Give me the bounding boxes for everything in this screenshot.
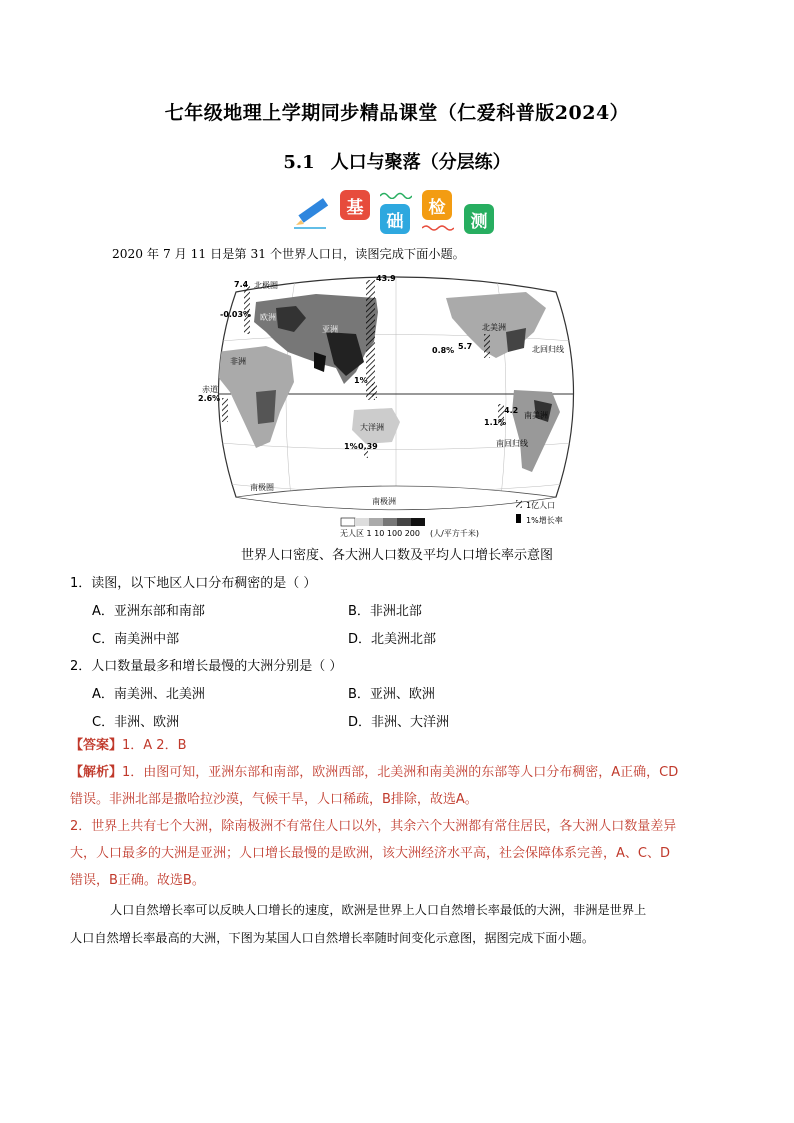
value-africa-growth: 2.6% <box>198 394 221 403</box>
value-europe-growth: -0.03% <box>220 310 252 319</box>
analysis-block <box>70 759 730 894</box>
wave-decoration-icon-2 <box>422 224 454 232</box>
legend-pop: 1亿人口 <box>526 501 556 510</box>
badge-ji: 基 <box>340 190 370 220</box>
badge-ce: 测 <box>464 204 494 234</box>
question-1-stem: 1．读图，以下地区人口分布稠密的是（ ） <box>70 576 317 591</box>
label-antarctica: 南极洲 <box>372 497 396 506</box>
question-2-stem: 2．人口数量最多和增长最慢的大洲分别是（ ） <box>70 659 343 674</box>
next-intro-line1: 人口自然增长率可以反映人口增长的速度，欧洲是世界上人口自然增长率最低的大洲，非洲是世界上 <box>110 903 647 917</box>
europe-pop-bar <box>244 284 250 334</box>
analysis-p1-line2: 错误。非洲北部是撒哈拉沙漠，气候干旱，人口稀疏，B排除，故选A。 <box>70 792 478 807</box>
answer-text: 1．A 2．B <box>122 738 187 753</box>
section-number: 5.1 <box>283 152 315 173</box>
question-1-option-d: D．北美洲北部 <box>348 632 437 647</box>
page-title: 七年级地理上学期同步精品课堂（仁爱科普版2024） <box>164 102 630 124</box>
value-sa-growth: 1.1% <box>484 418 507 427</box>
wave-decoration-icon <box>380 191 412 199</box>
legend-density-unit: (人/平方千米) <box>430 529 479 538</box>
value-europe-pop: 7.4 <box>234 280 249 289</box>
value-asia-pop: 43.9 <box>376 274 396 283</box>
label-europe: 欧洲 <box>260 313 276 322</box>
pencil-icon <box>292 194 334 230</box>
analysis-p1-line1: 1．由图可知，亚洲东部和南部，欧洲西部，北美洲和南美洲的东部等人口分布稠密，A正确，CD <box>122 765 679 780</box>
label-north-america: 北美洲 <box>482 323 506 332</box>
label-asia: 亚洲 <box>322 325 338 334</box>
badge-chu: 础 <box>380 204 410 234</box>
legend-growth: 1%增长率 <box>526 516 563 525</box>
question-2-option-d: D．非洲、大洋洲 <box>348 715 450 730</box>
value-na-pop: 5.7 <box>458 342 473 351</box>
answer-line <box>70 732 187 759</box>
label-antarctic-circle: 南极圈 <box>250 483 274 492</box>
analysis-p2-line2: 大，人口最多的大洲是亚洲；人口增长最慢的是欧洲，该大洲经济水平高，社会保障体系完善，A、C、D <box>70 846 670 861</box>
badge-jian: 检 <box>422 190 452 220</box>
map-caption: 世界人口密度、各大洲人口数及平均人口增长率示意图 <box>240 548 553 563</box>
value-oceania-growth: 1% <box>344 442 358 451</box>
label-oceania: 大洋洲 <box>360 423 384 432</box>
question-2-option-b: B．亚洲、欧洲 <box>348 687 435 702</box>
answer-tag: 【答案】 <box>70 738 123 753</box>
africa-pop-bar <box>222 398 228 422</box>
question-2-option-a: A．南美洲、北美洲 <box>92 687 205 702</box>
label-equator: 赤道 <box>202 385 218 394</box>
section-name: 人口与聚落（分层练） <box>330 152 511 173</box>
intro-text: 2020 年 7 月 11 日是第 31 个世界人口日，读图完成下面小题。 <box>112 247 465 261</box>
analysis-p2-line3: 错误，B正确。故选B。 <box>70 873 205 888</box>
label-africa: 非洲 <box>230 357 246 366</box>
section-title <box>0 148 794 174</box>
value-sa-pop: 4.2 <box>504 406 519 415</box>
value-oceania-pop: 0.39 <box>358 442 378 451</box>
question-1-option-a: A．亚洲东部和南部 <box>92 604 205 619</box>
badge-row <box>292 188 512 238</box>
label-tropic-capricorn: 南回归线 <box>496 439 528 448</box>
label-tropic-cancer: 北回归线 <box>532 345 564 354</box>
question-1-option-c: C．南美洲中部 <box>92 632 180 647</box>
world-map-figure <box>196 272 596 542</box>
density-legend <box>341 518 425 526</box>
value-asia-growth: 1% <box>354 376 368 385</box>
analysis-tag: 【解析】 <box>70 765 123 780</box>
legend-density-scale: 无人区 1 10 100 200 <box>340 529 420 538</box>
question-1-option-b: B．非洲北部 <box>348 604 422 619</box>
label-south-america: 南美洲 <box>524 411 548 420</box>
label-arctic-circle: 北极圈 <box>254 281 278 290</box>
next-intro-line2: 人口自然增长率最高的大洲，下图为某国人口自然增长率随时间变化示意图，据图完成下面小题。 <box>70 931 595 945</box>
value-na-growth: 0.8% <box>432 346 455 355</box>
na-pop-bar <box>484 334 490 358</box>
analysis-p2-line1: 2．世界上共有七个大洲，除南极洲不有常住人口以外，其余六个大洲都有常住居民，各大洲人口数量差异 <box>70 819 677 834</box>
question-2-option-c: C．非洲、欧洲 <box>92 715 180 730</box>
